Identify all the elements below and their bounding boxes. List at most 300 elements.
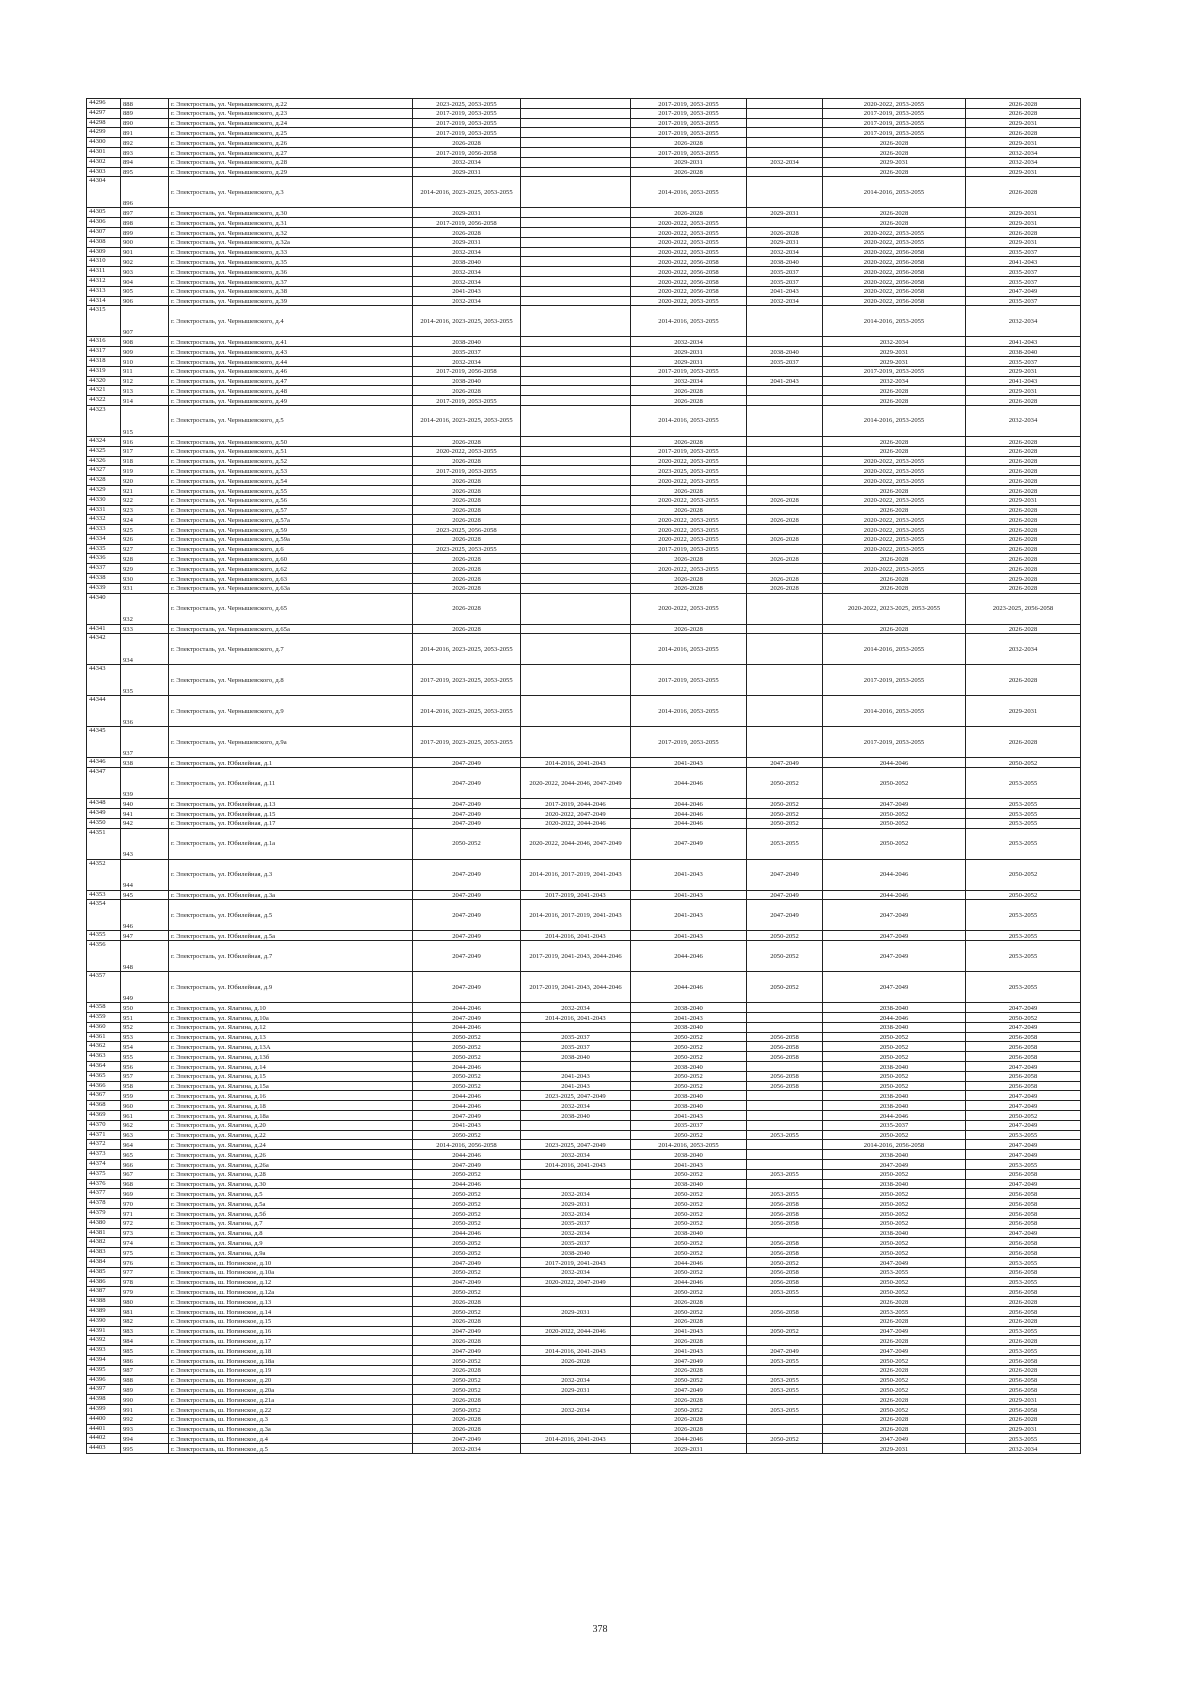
period-col-5-cell: 2032-2034 — [521, 1375, 631, 1385]
period-col-4-cell: 2017-2019, 2023-2025, 2053-2055 — [413, 727, 521, 758]
period-col-8-cell: 2047-2049 — [823, 931, 966, 941]
period-col-6-cell: 2047-2049 — [631, 1385, 747, 1395]
table-row — [87, 1101, 1081, 1111]
period-col-4-cell: 2050-2052 — [413, 1052, 521, 1062]
period-col-4-cell: 2038-2040 — [413, 376, 521, 386]
period-col-5-cell — [521, 247, 631, 257]
table-row — [87, 1404, 1081, 1414]
period-col-8-cell: 2050-2052 — [823, 1355, 966, 1365]
row-id-cell: 44380 — [87, 1218, 121, 1228]
period-col-9-cell: 2047-2049 — [966, 1228, 1081, 1238]
period-col-6-cell: 2020-2022, 2053-2055 — [631, 237, 747, 247]
period-col-4-cell: 2047-2049 — [413, 1111, 521, 1121]
address-cell: г. Электросталь, ш. Ногинское, д.3а — [169, 1424, 413, 1434]
period-col-6-cell: 2044-2046 — [631, 1434, 747, 1444]
address-cell: г. Электросталь, ул. Чернышевского, д.25 — [169, 128, 413, 138]
table-row — [87, 376, 1081, 386]
period-col-8-cell: 2020-2022, 2056-2058 — [823, 276, 966, 286]
row-id-cell: 44332 — [87, 515, 121, 525]
row-id-cell: 44400 — [87, 1414, 121, 1424]
period-col-7-cell: 2026-2028 — [747, 515, 823, 525]
period-col-8-cell: 2038-2040 — [823, 1179, 966, 1189]
period-col-9-cell: 2053-2055 — [966, 931, 1081, 941]
row-id-cell: 44310 — [87, 257, 121, 267]
row-number-cell: 927 — [121, 544, 169, 554]
period-col-4-cell: 2044-2046 — [413, 1101, 521, 1111]
period-col-5-cell — [521, 1130, 631, 1140]
row-number-cell: 966 — [121, 1160, 169, 1170]
period-col-8-cell: 2017-2019, 2053-2055 — [823, 665, 966, 696]
period-col-9-cell: 2050-2052 — [966, 890, 1081, 900]
period-col-4-cell: 2047-2049 — [413, 799, 521, 809]
period-col-8-cell: 2026-2028 — [823, 138, 966, 148]
period-col-8-cell: 2050-2052 — [823, 1071, 966, 1081]
address-cell: г. Электросталь, ул. Чернышевского, д.30 — [169, 208, 413, 218]
period-col-6-cell: 2014-2016, 2053-2055 — [631, 696, 747, 727]
period-col-4-cell: 2023-2025, 2053-2055 — [413, 99, 521, 109]
period-col-5-cell — [521, 583, 631, 593]
period-col-4-cell: 2047-2049 — [413, 1160, 521, 1170]
row-id-cell: 44381 — [87, 1228, 121, 1238]
table-row — [87, 799, 1081, 809]
period-col-9-cell: 2053-2055 — [966, 1257, 1081, 1267]
period-col-7-cell: 2053-2055 — [747, 1375, 823, 1385]
period-col-9-cell: 2032-2034 — [966, 1444, 1081, 1454]
row-id-cell: 44303 — [87, 167, 121, 177]
period-col-9-cell: 2053-2055 — [966, 799, 1081, 809]
period-col-6-cell: 2014-2016, 2053-2055 — [631, 1140, 747, 1150]
address-cell: г. Электросталь, ул. Ялагина, д.9а — [169, 1248, 413, 1258]
address-cell: г. Электросталь, ш. Ногинское, д.22 — [169, 1404, 413, 1414]
row-number-cell: 948 — [121, 941, 169, 972]
table-row — [87, 1287, 1081, 1297]
address-cell: г. Электросталь, ул. Юбилейная, д.15 — [169, 809, 413, 819]
period-col-8-cell: 2050-2052 — [823, 1042, 966, 1052]
period-col-9-cell: 2056-2058 — [966, 1287, 1081, 1297]
period-col-8-cell: 2020-2022, 2053-2055 — [823, 456, 966, 466]
period-col-7-cell — [747, 366, 823, 376]
period-col-6-cell: 2026-2028 — [631, 208, 747, 218]
table-row — [87, 665, 1081, 696]
period-col-5-cell — [521, 396, 631, 406]
period-col-7-cell: 2056-2058 — [747, 1071, 823, 1081]
address-cell: г. Электросталь, ул. Ялагина, д.18а — [169, 1111, 413, 1121]
table-row — [87, 1238, 1081, 1248]
address-cell: г. Электросталь, ул. Чернышевского, д.39 — [169, 296, 413, 306]
period-col-8-cell: 2050-2052 — [823, 1052, 966, 1062]
row-number-cell: 936 — [121, 696, 169, 727]
period-col-6-cell: 2032-2034 — [631, 337, 747, 347]
period-col-5-cell — [521, 218, 631, 228]
period-col-4-cell: 2044-2046 — [413, 1179, 521, 1189]
period-col-9-cell: 2035-2037 — [966, 296, 1081, 306]
address-cell: г. Электросталь, ул. Чернышевского, д.44 — [169, 356, 413, 366]
period-col-5-cell — [521, 544, 631, 554]
period-col-6-cell: 2047-2049 — [631, 828, 747, 859]
period-col-5-cell — [521, 177, 631, 208]
row-id-cell: 44363 — [87, 1052, 121, 1062]
period-col-5-cell — [521, 665, 631, 696]
row-id-cell: 44374 — [87, 1160, 121, 1170]
address-cell: г. Электросталь, ул. Ялагина, д.13А — [169, 1042, 413, 1052]
period-col-7-cell: 2050-2052 — [747, 818, 823, 828]
period-col-6-cell: 2050-2052 — [631, 1032, 747, 1042]
period-col-9-cell: 2056-2058 — [966, 1052, 1081, 1062]
row-id-cell: 44358 — [87, 1003, 121, 1013]
table-row — [87, 1277, 1081, 1287]
row-id-cell: 44386 — [87, 1277, 121, 1287]
row-id-cell: 44348 — [87, 799, 121, 809]
row-number-cell: 908 — [121, 337, 169, 347]
period-col-9-cell: 2026-2028 — [966, 505, 1081, 515]
period-col-4-cell: 2023-2025, 2053-2055 — [413, 544, 521, 554]
table-row — [87, 525, 1081, 535]
table-row — [87, 624, 1081, 634]
period-col-7-cell — [747, 1179, 823, 1189]
period-col-6-cell: 2050-2052 — [631, 1199, 747, 1209]
address-cell: г. Электросталь, ш. Ногинское, д.16 — [169, 1326, 413, 1336]
table-row — [87, 1326, 1081, 1336]
period-col-4-cell: 2050-2052 — [413, 1404, 521, 1414]
row-id-cell: 44326 — [87, 456, 121, 466]
row-id-cell: 44302 — [87, 157, 121, 167]
row-id-cell: 44391 — [87, 1326, 121, 1336]
table-row — [87, 890, 1081, 900]
address-cell: г. Электросталь, ул. Чернышевского, д.8 — [169, 665, 413, 696]
period-col-7-cell: 2053-2055 — [747, 1385, 823, 1395]
period-col-9-cell: 2026-2028 — [966, 583, 1081, 593]
address-cell: г. Электросталь, ул. Ялагина, д.16 — [169, 1091, 413, 1101]
period-col-9-cell: 2056-2058 — [966, 1385, 1081, 1395]
period-col-7-cell: 2047-2049 — [747, 758, 823, 768]
period-col-7-cell: 2056-2058 — [747, 1081, 823, 1091]
address-cell: г. Электросталь, ул. Юбилейная, д.7 — [169, 941, 413, 972]
row-number-cell: 968 — [121, 1179, 169, 1189]
row-id-cell: 44296 — [87, 99, 121, 109]
row-id-cell: 44336 — [87, 554, 121, 564]
period-col-7-cell: 2035-2037 — [747, 356, 823, 366]
period-col-8-cell: 2050-2052 — [823, 1208, 966, 1218]
period-col-9-cell: 2035-2037 — [966, 247, 1081, 257]
row-id-cell: 44325 — [87, 446, 121, 456]
row-number-cell: 946 — [121, 900, 169, 931]
period-col-4-cell: 2017-2019, 2023-2025, 2053-2055 — [413, 665, 521, 696]
row-id-cell: 44297 — [87, 108, 121, 118]
period-col-4-cell: 2050-2052 — [413, 1238, 521, 1248]
period-col-6-cell: 2020-2022, 2053-2055 — [631, 534, 747, 544]
period-col-7-cell: 2053-2055 — [747, 1287, 823, 1297]
period-col-5-cell — [521, 485, 631, 495]
table-row — [87, 286, 1081, 296]
row-number-cell: 988 — [121, 1375, 169, 1385]
period-col-7-cell — [747, 1316, 823, 1326]
period-col-8-cell: 2047-2049 — [823, 1434, 966, 1444]
address-cell: г. Электросталь, ул. Ялагина, д.13б — [169, 1052, 413, 1062]
address-cell: г. Электросталь, ул. Чернышевского, д.47 — [169, 376, 413, 386]
row-number-cell: 923 — [121, 505, 169, 515]
period-col-6-cell: 2044-2046 — [631, 1277, 747, 1287]
row-number-cell: 987 — [121, 1365, 169, 1375]
period-col-5-cell: 2014-2016, 2017-2019, 2041-2043 — [521, 900, 631, 931]
period-col-4-cell: 2047-2049 — [413, 890, 521, 900]
period-col-5-cell — [521, 1424, 631, 1434]
period-col-4-cell: 2035-2037 — [413, 347, 521, 357]
period-col-7-cell — [747, 1395, 823, 1405]
period-col-6-cell: 2020-2022, 2053-2055 — [631, 227, 747, 237]
period-col-4-cell: 2047-2049 — [413, 809, 521, 819]
period-col-9-cell: 2026-2028 — [966, 99, 1081, 109]
period-col-4-cell: 2020-2022, 2053-2055 — [413, 446, 521, 456]
table-row — [87, 727, 1081, 758]
period-col-8-cell: 2026-2028 — [823, 396, 966, 406]
period-col-5-cell: 2038-2040 — [521, 1052, 631, 1062]
row-number-cell: 919 — [121, 466, 169, 476]
row-id-cell: 44349 — [87, 809, 121, 819]
row-number-cell: 951 — [121, 1013, 169, 1023]
period-col-5-cell — [521, 267, 631, 277]
table-row — [87, 583, 1081, 593]
period-col-7-cell: 2047-2049 — [747, 890, 823, 900]
period-col-8-cell: 2029-2031 — [823, 157, 966, 167]
period-col-5-cell: 2014-2016, 2041-2043 — [521, 1346, 631, 1356]
period-col-8-cell: 2026-2028 — [823, 208, 966, 218]
period-col-6-cell: 2050-2052 — [631, 1238, 747, 1248]
period-col-4-cell: 2047-2049 — [413, 768, 521, 799]
period-col-5-cell — [521, 1365, 631, 1375]
address-cell: г. Электросталь, ул. Чернышевского, д.5 — [169, 405, 413, 436]
table-row — [87, 1208, 1081, 1218]
period-col-6-cell: 2038-2040 — [631, 1101, 747, 1111]
period-col-7-cell — [747, 505, 823, 515]
period-col-6-cell: 2020-2022, 2053-2055 — [631, 495, 747, 505]
row-number-cell: 900 — [121, 237, 169, 247]
period-col-4-cell: 2032-2034 — [413, 1444, 521, 1454]
period-col-6-cell: 2044-2046 — [631, 809, 747, 819]
table-row — [87, 941, 1081, 972]
period-col-8-cell: 2050-2052 — [823, 768, 966, 799]
period-col-8-cell: 2014-2016, 2053-2055 — [823, 696, 966, 727]
period-col-6-cell: 2026-2028 — [631, 396, 747, 406]
row-id-cell: 44378 — [87, 1199, 121, 1209]
period-col-6-cell: 2038-2040 — [631, 1228, 747, 1238]
row-id-cell: 44346 — [87, 758, 121, 768]
period-col-9-cell: 2050-2052 — [966, 1013, 1081, 1023]
row-id-cell: 44324 — [87, 436, 121, 446]
row-number-cell: 978 — [121, 1277, 169, 1287]
period-col-7-cell — [747, 1003, 823, 1013]
row-id-cell: 44375 — [87, 1169, 121, 1179]
period-col-9-cell: 2056-2058 — [966, 1355, 1081, 1365]
address-cell: г. Электросталь, ул. Ялагина, д.8 — [169, 1228, 413, 1238]
period-col-4-cell: 2047-2049 — [413, 931, 521, 941]
period-col-9-cell: 2026-2028 — [966, 534, 1081, 544]
address-cell: г. Электросталь, ш. Ногинское, д.5 — [169, 1444, 413, 1454]
period-col-7-cell — [747, 405, 823, 436]
period-col-7-cell — [747, 1444, 823, 1454]
period-col-5-cell — [521, 128, 631, 138]
row-number-cell: 980 — [121, 1297, 169, 1307]
period-col-8-cell: 2047-2049 — [823, 1346, 966, 1356]
period-col-6-cell: 2029-2031 — [631, 347, 747, 357]
address-cell: г. Электросталь, ул. Чернышевского, д.22 — [169, 99, 413, 109]
row-id-cell: 44369 — [87, 1111, 121, 1121]
period-col-6-cell: 2026-2028 — [631, 1365, 747, 1375]
address-cell: г. Электросталь, ул. Ялагина, д.13 — [169, 1032, 413, 1042]
period-col-5-cell — [521, 1297, 631, 1307]
period-col-8-cell: 2014-2016, 2053-2055 — [823, 306, 966, 337]
period-col-9-cell: 2053-2055 — [966, 900, 1081, 931]
period-col-9-cell: 2050-2052 — [966, 859, 1081, 890]
period-col-9-cell: 2053-2055 — [966, 768, 1081, 799]
period-col-9-cell: 2053-2055 — [966, 1434, 1081, 1444]
address-cell: г. Электросталь, ул. Ялагина, д.20 — [169, 1120, 413, 1130]
period-col-8-cell: 2044-2046 — [823, 890, 966, 900]
row-id-cell: 44304 — [87, 177, 121, 208]
period-col-9-cell: 2056-2058 — [966, 1238, 1081, 1248]
row-number-cell: 901 — [121, 247, 169, 257]
period-col-4-cell: 2032-2034 — [413, 356, 521, 366]
period-col-6-cell: 2026-2028 — [631, 386, 747, 396]
period-col-4-cell: 2032-2034 — [413, 267, 521, 277]
period-col-8-cell: 2047-2049 — [823, 1160, 966, 1170]
address-cell: г. Электросталь, ул. Чернышевского, д.41 — [169, 337, 413, 347]
row-id-cell: 44309 — [87, 247, 121, 257]
period-col-7-cell: 2041-2043 — [747, 286, 823, 296]
address-cell: г. Электросталь, ул. Чернышевского, д.32 — [169, 227, 413, 237]
period-col-5-cell — [521, 727, 631, 758]
table-row — [87, 306, 1081, 337]
row-number-cell: 984 — [121, 1336, 169, 1346]
period-col-5-cell — [521, 1395, 631, 1405]
period-col-9-cell: 2053-2055 — [966, 828, 1081, 859]
table-row — [87, 544, 1081, 554]
row-id-cell: 44354 — [87, 900, 121, 931]
period-col-9-cell: 2053-2055 — [966, 941, 1081, 972]
address-cell: г. Электросталь, ул. Юбилейная, д.17 — [169, 818, 413, 828]
period-col-5-cell: 2017-2019, 2041-2043 — [521, 890, 631, 900]
row-id-cell: 44345 — [87, 727, 121, 758]
row-number-cell: 953 — [121, 1032, 169, 1042]
period-col-6-cell: 2050-2052 — [631, 1218, 747, 1228]
row-id-cell: 44388 — [87, 1297, 121, 1307]
period-col-8-cell: 2038-2040 — [823, 1062, 966, 1072]
period-col-8-cell: 2047-2049 — [823, 1257, 966, 1267]
row-number-cell: 954 — [121, 1042, 169, 1052]
period-col-5-cell — [521, 99, 631, 109]
period-col-6-cell: 2014-2016, 2053-2055 — [631, 405, 747, 436]
table-row — [87, 1365, 1081, 1375]
period-col-5-cell: 2020-2022, 2047-2049 — [521, 809, 631, 819]
period-col-6-cell: 2041-2043 — [631, 931, 747, 941]
period-col-6-cell: 2020-2022, 2056-2058 — [631, 276, 747, 286]
period-col-4-cell: 2026-2028 — [413, 138, 521, 148]
period-col-9-cell: 2056-2058 — [966, 1071, 1081, 1081]
period-col-8-cell: 2020-2022, 2053-2055 — [823, 99, 966, 109]
row-id-cell: 44318 — [87, 356, 121, 366]
period-col-4-cell: 2050-2052 — [413, 1199, 521, 1209]
period-col-8-cell: 2026-2028 — [823, 386, 966, 396]
period-col-7-cell: 2029-2031 — [747, 237, 823, 247]
period-col-6-cell: 2017-2019, 2053-2055 — [631, 99, 747, 109]
period-col-7-cell: 2026-2028 — [747, 534, 823, 544]
period-col-7-cell: 2050-2052 — [747, 809, 823, 819]
period-col-5-cell: 2014-2016, 2041-2043 — [521, 1013, 631, 1023]
period-col-8-cell: 2017-2019, 2053-2055 — [823, 118, 966, 128]
period-col-7-cell — [747, 696, 823, 727]
period-col-7-cell: 2047-2049 — [747, 1346, 823, 1356]
period-col-9-cell: 2026-2028 — [966, 727, 1081, 758]
address-cell: г. Электросталь, ул. Ялагина, д.26а — [169, 1160, 413, 1170]
period-col-4-cell: 2017-2019, 2053-2055 — [413, 466, 521, 476]
period-col-6-cell: 2050-2052 — [631, 1208, 747, 1218]
period-col-5-cell: 2032-2034 — [521, 1101, 631, 1111]
address-cell: г. Электросталь, ш. Ногинское, д.10а — [169, 1267, 413, 1277]
period-col-9-cell: 2053-2055 — [966, 809, 1081, 819]
table-row — [87, 446, 1081, 456]
period-col-4-cell: 2014-2016, 2023-2025, 2053-2055 — [413, 306, 521, 337]
period-col-4-cell: 2047-2049 — [413, 1326, 521, 1336]
period-col-6-cell: 2020-2022, 2056-2058 — [631, 257, 747, 267]
table-row — [87, 128, 1081, 138]
row-number-cell: 947 — [121, 931, 169, 941]
row-id-cell: 44329 — [87, 485, 121, 495]
period-col-5-cell: 2032-2034 — [521, 1150, 631, 1160]
period-col-9-cell: 2026-2028 — [966, 177, 1081, 208]
period-col-5-cell — [521, 1179, 631, 1189]
address-cell: г. Электросталь, ул. Чернышевского, д.3 — [169, 177, 413, 208]
period-col-9-cell: 2035-2037 — [966, 356, 1081, 366]
table-row — [87, 99, 1081, 109]
table-row — [87, 1081, 1081, 1091]
period-col-5-cell: 2029-2031 — [521, 1306, 631, 1316]
period-col-7-cell — [747, 436, 823, 446]
address-cell: г. Электросталь, ш. Ногинское, д.20 — [169, 1375, 413, 1385]
table-row — [87, 147, 1081, 157]
period-col-5-cell: 2017-2019, 2041-2043, 2044-2046 — [521, 972, 631, 1003]
row-number-cell: 941 — [121, 809, 169, 819]
row-id-cell: 44360 — [87, 1022, 121, 1032]
row-number-cell: 990 — [121, 1395, 169, 1405]
period-col-7-cell: 2053-2055 — [747, 1355, 823, 1365]
address-cell: г. Электросталь, ул. Чернышевского, д.27 — [169, 147, 413, 157]
row-number-cell: 982 — [121, 1316, 169, 1326]
period-col-6-cell: 2044-2046 — [631, 818, 747, 828]
period-col-6-cell: 2017-2019, 2053-2055 — [631, 446, 747, 456]
address-cell: г. Электросталь, ш. Ногинское, д.4 — [169, 1434, 413, 1444]
period-col-4-cell: 2050-2052 — [413, 1189, 521, 1199]
period-col-7-cell — [747, 1120, 823, 1130]
table-row — [87, 386, 1081, 396]
period-col-5-cell: 2017-2019, 2041-2043 — [521, 1257, 631, 1267]
period-col-4-cell: 2029-2031 — [413, 237, 521, 247]
period-col-5-cell — [521, 534, 631, 544]
row-number-cell: 957 — [121, 1071, 169, 1081]
period-col-9-cell: 2029-2031 — [966, 366, 1081, 376]
period-col-9-cell: 2047-2049 — [966, 1003, 1081, 1013]
row-id-cell: 44356 — [87, 941, 121, 972]
table-row — [87, 1375, 1081, 1385]
period-col-7-cell: 2056-2058 — [747, 1052, 823, 1062]
period-col-5-cell — [521, 356, 631, 366]
period-col-5-cell: 2014-2016, 2041-2043 — [521, 758, 631, 768]
period-col-9-cell: 2047-2049 — [966, 1022, 1081, 1032]
row-id-cell: 44338 — [87, 574, 121, 584]
row-number-cell: 935 — [121, 665, 169, 696]
period-col-9-cell: 2029-2031 — [966, 237, 1081, 247]
period-col-9-cell: 2038-2040 — [966, 347, 1081, 357]
row-number-cell: 912 — [121, 376, 169, 386]
table-row — [87, 337, 1081, 347]
